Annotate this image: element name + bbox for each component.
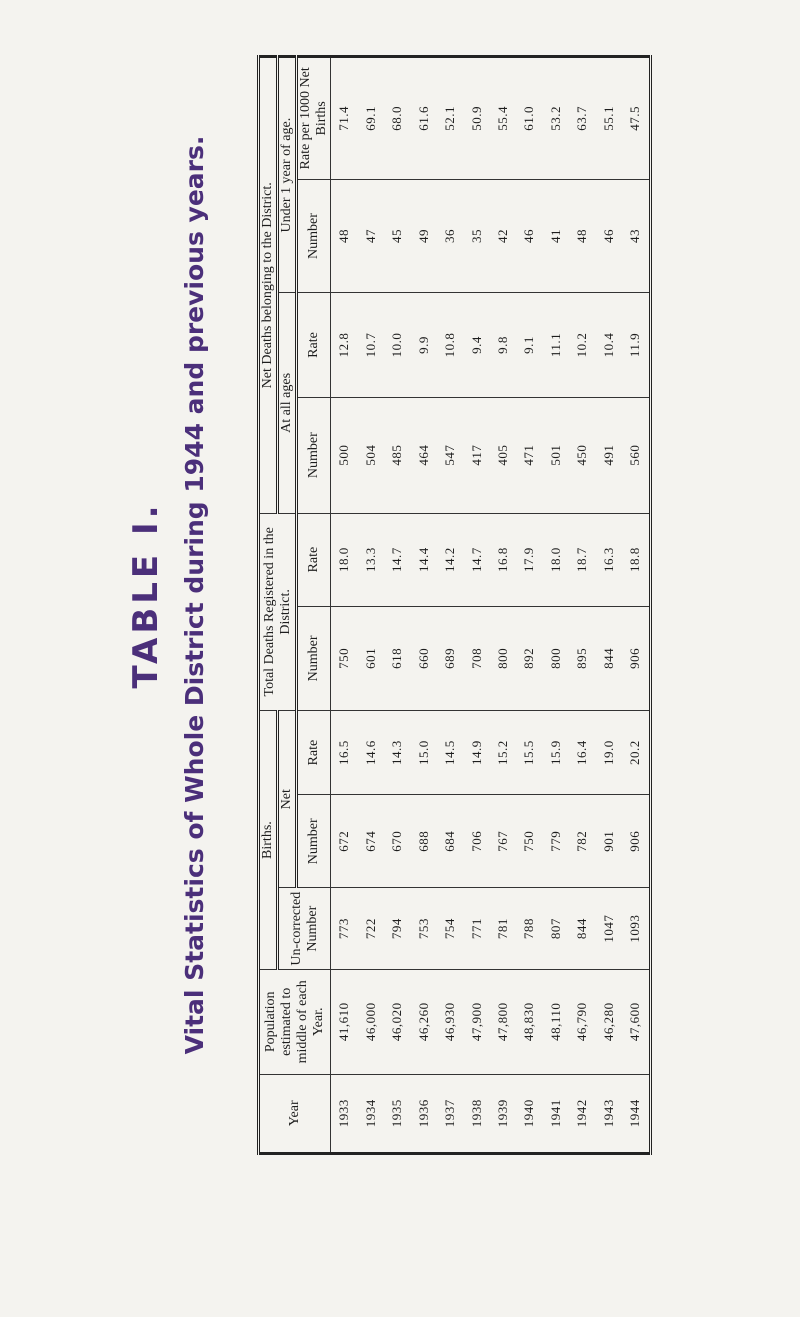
cell-uncorrected: 1093 — [622, 888, 651, 970]
cell-infant-number: 41 — [543, 179, 569, 293]
cell-infant-rate: 55.4 — [490, 57, 516, 180]
table-label: TABLE I. — [126, 501, 166, 689]
cell-total-rate: 16.3 — [596, 513, 622, 606]
cell-net-rate: 15.2 — [490, 711, 516, 795]
cell-net-number: 706 — [463, 795, 489, 888]
cell-year: 1941 — [543, 1074, 569, 1153]
table-caption: Vital Statistics of Whole District during 1944 and previous years. — [180, 135, 209, 1055]
cell-infant-rate: 53.2 — [543, 57, 569, 180]
cell-infant-rate: 61.6 — [410, 57, 436, 180]
cell-infant-rate: 55.1 — [596, 57, 622, 180]
cell-infant-number: 46 — [516, 179, 542, 293]
cell-uncorrected: 753 — [410, 888, 436, 970]
cell-net-number: 779 — [543, 795, 569, 888]
cell-net-rate: 15.9 — [543, 711, 569, 795]
cell-total-rate: 14.7 — [384, 513, 410, 606]
cell-infant-rate: 47.5 — [622, 57, 651, 180]
cell-all-rate: 12.8 — [331, 293, 358, 397]
cell-net-number: 688 — [410, 795, 436, 888]
cell-total-number: 689 — [437, 606, 463, 710]
cell-total-number: 708 — [463, 606, 489, 710]
header-uncorrected: Un-corrected Number — [278, 888, 331, 970]
table-row — [437, 57, 463, 1154]
cell-infant-rate: 71.4 — [331, 57, 358, 180]
table-row — [490, 57, 516, 1154]
cell-all-rate: 9.4 — [463, 293, 489, 397]
cell-infant-number: 48 — [331, 179, 358, 293]
cell-all-number: 464 — [410, 397, 436, 513]
cell-all-rate: 9.1 — [516, 293, 542, 397]
header-net-deaths: Net Deaths belonging to the District. — [259, 57, 278, 514]
cell-year: 1933 — [331, 1074, 358, 1153]
cell-total-rate: 18.0 — [543, 513, 569, 606]
cell-all-rate: 10.4 — [596, 293, 622, 397]
cell-population: 46,020 — [384, 970, 410, 1074]
cell-total-number: 906 — [622, 606, 651, 710]
cell-population: 46,280 — [596, 970, 622, 1074]
cell-all-number: 417 — [463, 397, 489, 513]
cell-infant-number: 46 — [596, 179, 622, 293]
cell-year: 1936 — [410, 1074, 436, 1153]
table-row — [410, 57, 436, 1154]
cell-infant-number: 48 — [569, 179, 595, 293]
header-all-ages: At all ages — [278, 293, 297, 513]
cell-population: 46,000 — [358, 970, 384, 1074]
cell-net-rate: 16.5 — [331, 711, 358, 795]
cell-total-rate: 18.7 — [569, 513, 595, 606]
cell-net-number: 901 — [596, 795, 622, 888]
header-total-deaths: Total Deaths Registered in the District. — [259, 513, 297, 711]
cell-uncorrected: 807 — [543, 888, 569, 970]
cell-infant-number: 49 — [410, 179, 436, 293]
table-row — [331, 57, 358, 1154]
cell-infant-rate: 69.1 — [358, 57, 384, 180]
header-net: Net — [278, 711, 297, 888]
header-year: Year — [259, 1074, 331, 1153]
cell-uncorrected: 1047 — [596, 888, 622, 970]
cell-population: 48,830 — [516, 970, 542, 1074]
cell-net-number: 767 — [490, 795, 516, 888]
cell-all-rate: 10.8 — [437, 293, 463, 397]
cell-total-number: 800 — [490, 606, 516, 710]
cell-net-rate: 19.0 — [596, 711, 622, 795]
cell-total-rate: 14.2 — [437, 513, 463, 606]
table-row — [516, 57, 542, 1154]
table-row — [622, 57, 651, 1154]
cell-uncorrected: 781 — [490, 888, 516, 970]
cell-population: 46,790 — [569, 970, 595, 1074]
header-total-number: Number — [297, 606, 331, 710]
header-all-number: Number — [297, 397, 331, 513]
cell-total-rate: 18.0 — [331, 513, 358, 606]
cell-infant-rate: 68.0 — [384, 57, 410, 180]
cell-net-number: 906 — [622, 795, 651, 888]
cell-all-number: 471 — [516, 397, 542, 513]
cell-all-rate: 10.7 — [358, 293, 384, 397]
cell-infant-number: 47 — [358, 179, 384, 293]
cell-uncorrected: 754 — [437, 888, 463, 970]
table-row — [569, 57, 595, 1154]
cell-net-number: 672 — [331, 795, 358, 888]
cell-year: 1937 — [437, 1074, 463, 1153]
cell-population: 47,800 — [490, 970, 516, 1074]
cell-all-rate: 11.1 — [543, 293, 569, 397]
vital-statistics-table — [257, 55, 652, 1155]
header-total-rate: Rate — [297, 513, 331, 606]
cell-population: 47,600 — [622, 970, 651, 1074]
cell-uncorrected: 844 — [569, 888, 595, 970]
cell-year: 1935 — [384, 1074, 410, 1153]
cell-year: 1940 — [516, 1074, 542, 1153]
cell-all-number: 450 — [569, 397, 595, 513]
cell-net-rate: 16.4 — [569, 711, 595, 795]
cell-uncorrected: 788 — [516, 888, 542, 970]
cell-total-number: 895 — [569, 606, 595, 710]
cell-all-number: 547 — [437, 397, 463, 513]
cell-population: 46,260 — [410, 970, 436, 1074]
header-births: Births. — [259, 711, 278, 970]
cell-all-number: 405 — [490, 397, 516, 513]
header-infant-rate: Rate per 1000 Net Births — [297, 57, 331, 180]
cell-infant-number: 42 — [490, 179, 516, 293]
table-row — [596, 57, 622, 1154]
cell-total-rate: 18.8 — [622, 513, 651, 606]
cell-net-rate: 15.0 — [410, 711, 436, 795]
cell-all-number: 560 — [622, 397, 651, 513]
cell-year: 1938 — [463, 1074, 489, 1153]
cell-infant-number: 35 — [463, 179, 489, 293]
header-all-rate: Rate — [297, 293, 331, 397]
cell-population: 48,110 — [543, 970, 569, 1074]
cell-all-number: 504 — [358, 397, 384, 513]
cell-all-number: 491 — [596, 397, 622, 513]
cell-all-number: 501 — [543, 397, 569, 513]
table-row — [543, 57, 569, 1154]
heading — [120, 30, 240, 1160]
cell-population: 46,930 — [437, 970, 463, 1074]
table-body — [331, 57, 651, 1154]
cell-total-rate: 17.9 — [516, 513, 542, 606]
cell-year: 1944 — [622, 1074, 651, 1153]
cell-total-rate: 14.4 — [410, 513, 436, 606]
cell-net-rate: 14.9 — [463, 711, 489, 795]
header-net-rate: Rate — [297, 711, 331, 795]
cell-infant-rate: 50.9 — [463, 57, 489, 180]
cell-all-rate: 10.2 — [569, 293, 595, 397]
cell-net-number: 670 — [384, 795, 410, 888]
table-row — [463, 57, 489, 1154]
cell-all-number: 500 — [331, 397, 358, 513]
cell-all-rate: 9.8 — [490, 293, 516, 397]
cell-all-rate: 11.9 — [622, 293, 651, 397]
cell-total-number: 844 — [596, 606, 622, 710]
cell-all-number: 485 — [384, 397, 410, 513]
cell-total-rate: 13.3 — [358, 513, 384, 606]
cell-total-rate: 14.7 — [463, 513, 489, 606]
cell-total-number: 660 — [410, 606, 436, 710]
cell-net-number: 674 — [358, 795, 384, 888]
header-population: Population estimated to middle of each Year. — [259, 970, 331, 1074]
statistics-table-wrapper — [257, 55, 652, 1155]
cell-all-rate: 10.0 — [384, 293, 410, 397]
cell-year: 1943 — [596, 1074, 622, 1153]
cell-net-rate: 15.5 — [516, 711, 542, 795]
cell-total-number: 618 — [384, 606, 410, 710]
cell-uncorrected: 773 — [331, 888, 358, 970]
cell-year: 1934 — [358, 1074, 384, 1153]
cell-uncorrected: 794 — [384, 888, 410, 970]
cell-net-rate: 14.3 — [384, 711, 410, 795]
cell-net-rate: 20.2 — [622, 711, 651, 795]
cell-total-rate: 16.8 — [490, 513, 516, 606]
cell-infant-number: 36 — [437, 179, 463, 293]
cell-uncorrected: 722 — [358, 888, 384, 970]
cell-net-number: 684 — [437, 795, 463, 888]
cell-population: 41,610 — [331, 970, 358, 1074]
cell-all-rate: 9.9 — [410, 293, 436, 397]
cell-infant-rate: 63.7 — [569, 57, 595, 180]
cell-infant-number: 45 — [384, 179, 410, 293]
cell-net-rate: 14.6 — [358, 711, 384, 795]
cell-total-number: 892 — [516, 606, 542, 710]
header-net-number: Number — [297, 795, 331, 888]
cell-total-number: 800 — [543, 606, 569, 710]
header-under-one: Under 1 year of age. — [278, 57, 297, 293]
cell-infant-number: 43 — [622, 179, 651, 293]
cell-infant-rate: 52.1 — [437, 57, 463, 180]
cell-net-number: 782 — [569, 795, 595, 888]
header-infant-number: Number — [297, 179, 331, 293]
cell-uncorrected: 771 — [463, 888, 489, 970]
cell-net-number: 750 — [516, 795, 542, 888]
cell-infant-rate: 61.0 — [516, 57, 542, 180]
table-row — [384, 57, 410, 1154]
cell-total-number: 750 — [331, 606, 358, 710]
cell-net-rate: 14.5 — [437, 711, 463, 795]
cell-population: 47,900 — [463, 970, 489, 1074]
cell-year: 1942 — [569, 1074, 595, 1153]
cell-year: 1939 — [490, 1074, 516, 1153]
cell-total-number: 601 — [358, 606, 384, 710]
table-row — [358, 57, 384, 1154]
